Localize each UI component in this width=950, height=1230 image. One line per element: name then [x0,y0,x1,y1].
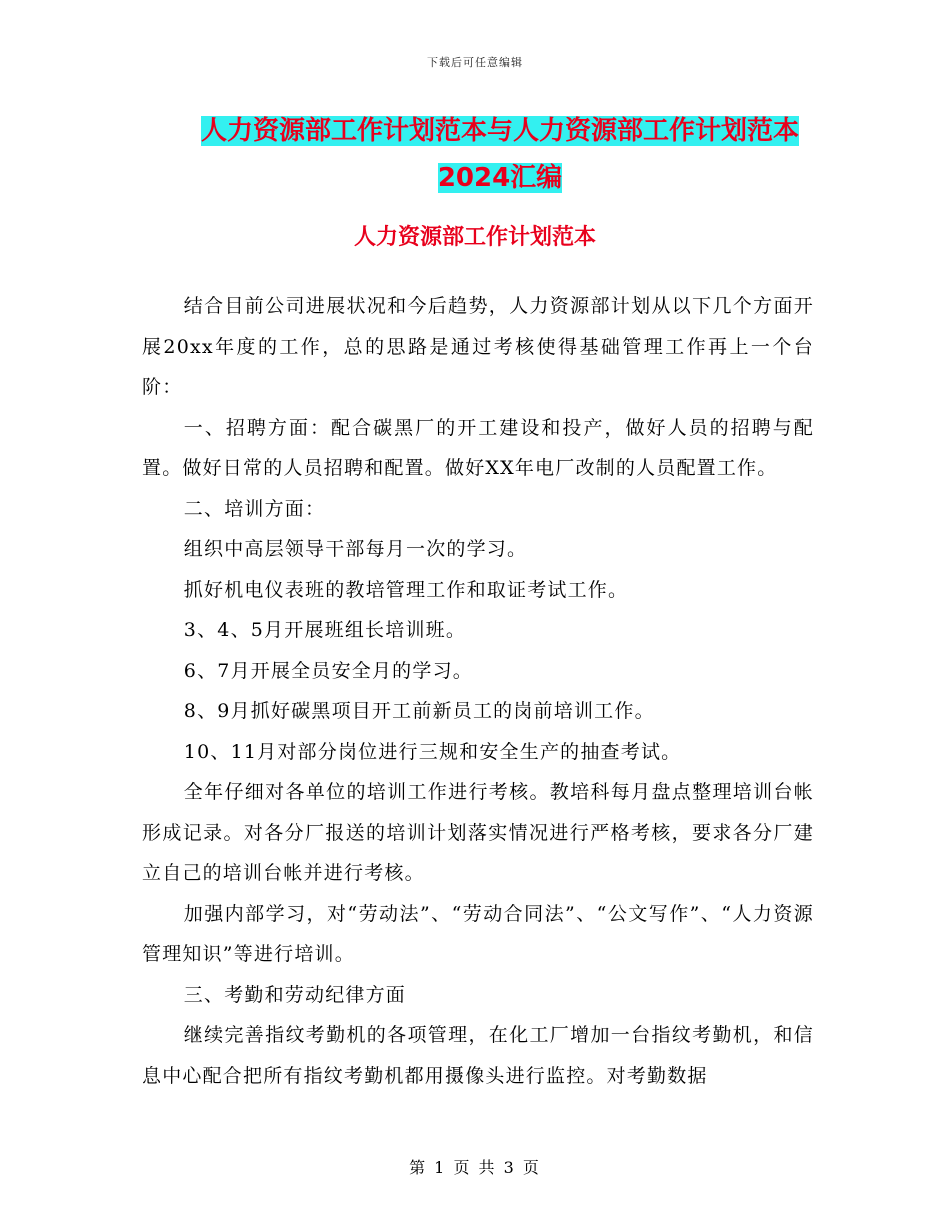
document-title-line-2: 2024汇编 [437,163,563,193]
paragraph-attendance-detail: 继续完善指纹考勤机的各项管理，在化工厂增加一台指纹考勤机，和信息中心配合把所有指纹考勤机都用摄像头进行监控。对考勤数据 [142,1024,814,1087]
paragraph-training-item: 10、11月对部分岗位进行三规和安全生产的抽查考试。 [183,740,682,763]
page-number-footer: 第 1 页 共 3 页 [409,1158,541,1177]
paragraph-training-item: 3、4、5月开展班组长培训班。 [183,619,467,641]
paragraph-training-assessment: 全年仔细对各单位的培训工作进行考核。教培科每月盘点整理培训台帐形成记录。对各分厂报送的培训计划落实情况进行严格考核，要求各分厂建立自己的培训台帐并进行考核。 [142,781,814,884]
paragraph-training-item: 抓好机电仪表班的教培管理工作和取证考试工作。 [183,578,629,601]
section-title: 人力资源部工作计划范本 [353,225,596,250]
document-body [142,286,814,1096]
paragraph-training-item: 8、9月抓好碳黑项目开工前新员工的岗前培训工作。 [183,700,655,722]
paragraph-internal-study: 加强内部学习，对“劳动法”、“劳动合同法”、“公文写作”、“人力资源管理知识”等进行培训。 [142,902,814,965]
page-header-note: 下载后可任意编辑 [427,56,523,69]
paragraph-training-item: 6、7月开展全员安全月的学习。 [183,659,473,682]
document-title [130,108,870,202]
paragraph-recruitment: 一、招聘方面：配合碳黑厂的开工建设和投产，做好人员的招聘与配置。做好日常的人员招聘和配置。做好XX年电厂改制的人员配置工作。 [142,416,814,479]
document-title-line-1: 人力资源部工作计划范本与人力资源部工作计划范本 [200,116,799,146]
paragraph-training-heading: 二、培训方面： [183,497,326,520]
paragraph-training-item: 组织中高层领导干部每月一次的学习。 [183,538,528,560]
paragraph-attendance-heading: 三、考勤和劳动纪律方面 [183,983,406,1006]
paragraph-intro: 结合目前公司进展状况和今后趋势，人力资源部计划从以下几个方面开展20xx年度的工作，总的思路是通过考核使得基础管理工作再上一个台阶： [142,295,814,398]
